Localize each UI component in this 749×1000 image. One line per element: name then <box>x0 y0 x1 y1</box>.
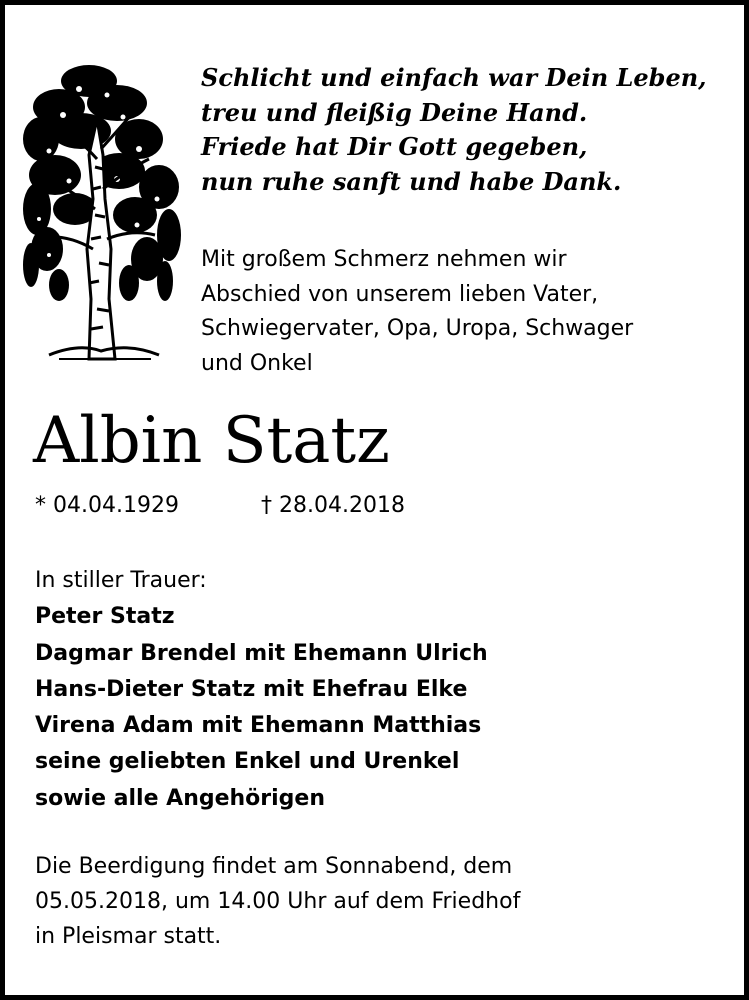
funeral-line: 05.05.2018, um 14.00 Uhr auf dem Friedhof <box>35 889 521 914</box>
poem-line: Schlicht und einfach war Dein Leben, <box>201 63 707 92</box>
mourners-heading: In stiller Trauer: <box>35 568 207 593</box>
memorial-poem <box>201 61 741 199</box>
poem-line: treu und fleißig Deine Hand. <box>201 97 588 127</box>
poem-line: Friede hat Dir Gott gegeben, <box>201 132 588 161</box>
funeral-line: Die Beerdigung findet am Sonnabend, dem <box>35 854 513 879</box>
life-dates <box>35 491 405 521</box>
death-date: † 28.04.2018 <box>261 493 405 518</box>
mourner-name: Peter Statz <box>35 604 175 630</box>
funeral-line: in Pleismar statt. <box>35 924 222 949</box>
mourner-name: sowie alle Angehörigen <box>35 785 326 811</box>
intro-line: Abschied von unserem lieben Vater, <box>201 281 599 307</box>
birch-tree-icon <box>19 59 185 361</box>
mourner-name: Dagmar Brendel mit Ehemann Ulrich <box>35 640 488 666</box>
birth-date: * 04.04.1929 <box>35 493 179 518</box>
intro-line: Mit großem Schmerz nehmen wir <box>201 247 567 272</box>
intro-line: Schwiegervater, Opa, Uropa, Schwager <box>201 316 634 341</box>
mourner-name: Hans-Dieter Statz mit Ehefrau Elke <box>35 676 468 702</box>
mourner-name: seine geliebten Enkel und Urenkel <box>35 749 460 775</box>
mourner-name: Virena Adam mit Ehemann Matthias <box>35 713 482 739</box>
poem-line: nun ruhe sanft und habe Dank. <box>201 166 622 196</box>
funeral-details <box>35 849 735 954</box>
mourners-list <box>35 563 735 817</box>
deceased-name: Albin Statz <box>33 404 390 478</box>
intro-line: und Onkel <box>201 350 313 376</box>
intro-text <box>201 243 741 381</box>
